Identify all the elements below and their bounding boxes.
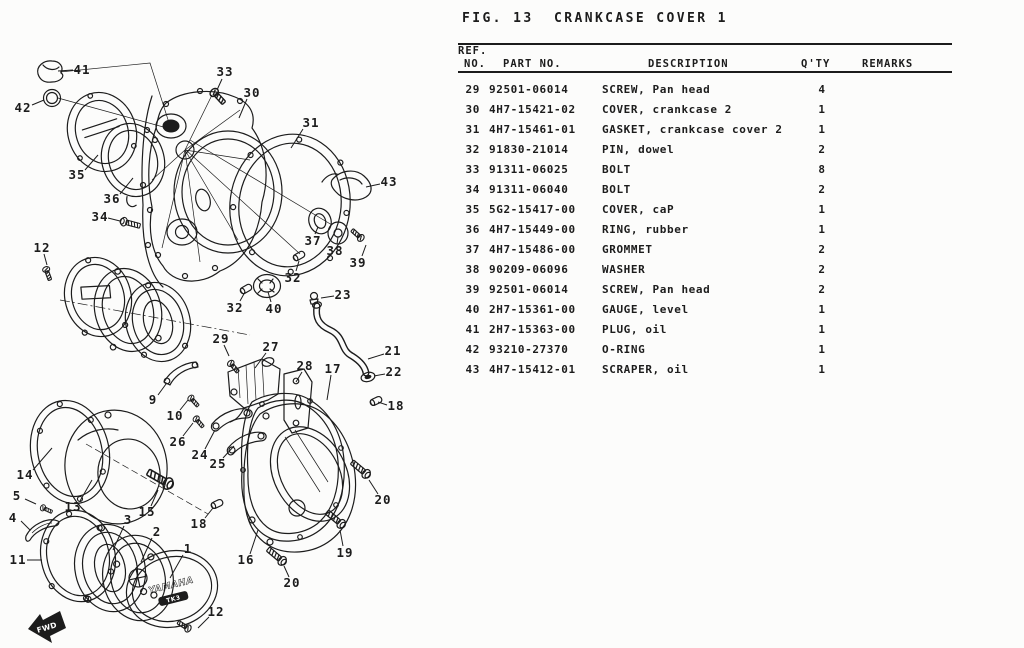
- callout-number: 13: [64, 499, 82, 514]
- dowel-pin-32: [292, 250, 306, 262]
- cell-part-no: 4H7-15449-00: [489, 223, 576, 236]
- gasket-31: [221, 126, 360, 283]
- callout-number: 32: [284, 270, 302, 285]
- cell-description: SCREW, Pan head: [602, 283, 711, 296]
- table-row: [456, 300, 1024, 320]
- cell-part-no: 91311-06040: [489, 183, 569, 196]
- cell-part-no: 91830-21014: [489, 143, 569, 156]
- callout-5: [13, 488, 36, 504]
- cell-description: O-RING: [602, 343, 646, 356]
- cell-remarks: [855, 340, 1024, 360]
- callout-number: 14: [16, 467, 34, 482]
- cell-description: SCRAPER, oil: [602, 363, 689, 376]
- cell-ref: 41: [465, 323, 480, 336]
- cell-part-no: 2H7-15361-00: [489, 303, 576, 316]
- column-header-qty: Q'TY: [801, 58, 831, 70]
- table-row: [456, 160, 1024, 180]
- callout-22: [374, 364, 403, 379]
- callout-20: [283, 566, 300, 590]
- cell-part-no: 92501-06014: [489, 83, 569, 96]
- callout-39: [349, 245, 366, 270]
- table-row: [456, 220, 1024, 240]
- callout-number: 18: [387, 398, 405, 413]
- callout-42: [14, 100, 44, 115]
- table-rule-header: [458, 71, 952, 73]
- cover-7: [85, 260, 171, 359]
- bolt-33: [208, 87, 227, 106]
- cell-remarks: [855, 160, 1024, 180]
- callout-leader-line: [32, 100, 44, 105]
- cell-qty: 1: [818, 223, 826, 236]
- callout-number: 35: [68, 167, 86, 182]
- cell-qty: 2: [818, 143, 826, 156]
- cell-remarks: [855, 140, 1024, 160]
- cell-part-no: 4H7-15412-01: [489, 363, 576, 376]
- table-row: [456, 140, 1024, 160]
- cell-description: WASHER: [602, 263, 646, 276]
- callout-leader-line: [250, 530, 258, 554]
- cell-description: SCREW, Pan head: [602, 83, 711, 96]
- column-header-part: PART NO.: [503, 58, 562, 70]
- cell-qty: 1: [818, 363, 826, 376]
- cell-description: BOLT: [602, 183, 631, 196]
- cell-ref: 33: [465, 163, 480, 176]
- table-row: [456, 340, 1024, 360]
- callout-number: 15: [138, 504, 156, 519]
- cover-2: [95, 529, 181, 628]
- callout-number: 30: [243, 85, 261, 100]
- column-header-desc: DESCRIPTION: [648, 58, 729, 70]
- cell-description: BOLT: [602, 163, 631, 176]
- callout-17: [324, 361, 341, 400]
- callout-34: [91, 209, 120, 224]
- cell-description: RING, rubber: [602, 223, 689, 236]
- callout-number: 17: [324, 361, 342, 376]
- column-header-no: NO.: [464, 58, 486, 70]
- callout-number: 20: [374, 492, 392, 507]
- callout-number: 21: [384, 343, 402, 358]
- callout-number: 32: [226, 300, 244, 315]
- exploded-diagram: [0, 0, 458, 648]
- callout-leader-line: [25, 499, 36, 504]
- callout-32: [284, 261, 301, 285]
- callout-27: [255, 339, 280, 368]
- callout-19: [336, 530, 353, 560]
- cell-qty: 2: [818, 283, 826, 296]
- bolt-34: [119, 217, 141, 231]
- yamaha-logo: YAMAHA: [147, 575, 195, 597]
- dowel-pin-18b: [210, 499, 224, 510]
- column-header-remarks: REMARKS: [862, 58, 914, 70]
- table-row: [456, 100, 1024, 120]
- cell-remarks: [855, 180, 1024, 200]
- cell-part-no: 2H7-15363-00: [489, 323, 576, 336]
- cell-description: GROMMET: [602, 243, 653, 256]
- callout-leader-line: [368, 354, 384, 359]
- cell-ref: 32: [465, 143, 480, 156]
- cell-remarks: [855, 300, 1024, 320]
- callout-leader-line: [44, 254, 47, 265]
- table-row: [456, 120, 1024, 140]
- cell-ref: 29: [465, 83, 480, 96]
- cell-part-no: 4H7-15421-02: [489, 103, 576, 116]
- callout-35: [68, 155, 98, 182]
- gasket-11: [32, 503, 124, 608]
- callout-number: 39: [349, 255, 367, 270]
- callout-leader-line: [21, 521, 30, 530]
- callout-number: 4: [8, 510, 18, 525]
- callout-11: [9, 552, 42, 567]
- cell-ref: 36: [465, 223, 480, 236]
- table-rule-top: [458, 43, 952, 45]
- callout-36: [103, 178, 133, 206]
- cell-remarks: [855, 220, 1024, 240]
- cell-part-no: 91311-06025: [489, 163, 569, 176]
- callout-leader-line: [224, 345, 229, 356]
- callout-18: [190, 508, 213, 531]
- callout-number: 23: [334, 287, 352, 302]
- cell-ref: 43: [465, 363, 480, 376]
- cover-3: [67, 518, 154, 619]
- cell-remarks: [855, 80, 1024, 100]
- callout-leader-line: [170, 555, 183, 578]
- centerline: [60, 300, 250, 335]
- callout-leader-line: [33, 448, 52, 470]
- callout-4: [9, 510, 30, 530]
- callout-leader-line: [321, 296, 334, 298]
- table-row: [456, 280, 1024, 300]
- callout-number: 43: [380, 174, 398, 189]
- cell-qty: 1: [818, 103, 826, 116]
- bolt-20: [349, 458, 373, 480]
- callout-number: 5: [12, 488, 22, 503]
- arm-24: [211, 409, 252, 431]
- callout-29: [212, 331, 229, 356]
- callout-number: 28: [296, 358, 314, 373]
- callout-number: 2: [152, 524, 162, 539]
- callout-number: 31: [302, 115, 320, 130]
- cell-part-no: 5G2-15417-00: [489, 203, 576, 216]
- callout-number: 38: [326, 243, 344, 258]
- callout-number: 10: [166, 408, 184, 423]
- callout-number: 37: [304, 233, 322, 248]
- callout-leader-line: [120, 178, 133, 194]
- callout-1: [170, 541, 192, 578]
- cell-description: COVER, caP: [602, 203, 675, 216]
- callout-leader-line: [158, 384, 166, 395]
- crankcase-cover-16: [244, 404, 365, 552]
- cell-qty: 4: [818, 83, 826, 96]
- cell-part-no: 92501-06014: [489, 283, 569, 296]
- cell-description: PLUG, oil: [602, 323, 668, 336]
- cell-part-no: 93210-27370: [489, 343, 569, 356]
- callout-number: 33: [216, 64, 234, 79]
- cell-qty: 1: [818, 343, 826, 356]
- cell-ref: 42: [465, 343, 480, 356]
- table-row: [456, 240, 1024, 260]
- callout-23: [321, 287, 352, 302]
- callout-20: [369, 480, 392, 507]
- callout-number: 12: [207, 604, 225, 619]
- level-gauge-40: [254, 275, 281, 298]
- callout-leader-line: [327, 375, 331, 400]
- screw-26: [192, 415, 206, 429]
- cell-ref: 37: [465, 243, 480, 256]
- table-row: [456, 320, 1024, 340]
- cell-remarks: [855, 320, 1024, 340]
- callout-number: 18: [190, 516, 208, 531]
- callout-number: 25: [209, 456, 227, 471]
- cell-ref: 34: [465, 183, 480, 196]
- cell-qty: 1: [818, 123, 826, 136]
- callout-leader-line: [366, 184, 380, 187]
- callout-number: 40: [265, 301, 283, 316]
- cell-qty: 2: [818, 263, 826, 276]
- screw-39: [349, 227, 365, 243]
- callout-number: 9: [148, 392, 158, 407]
- cell-remarks: [855, 360, 1024, 380]
- cover-badge: TK3: [165, 594, 182, 605]
- callout-16: [237, 530, 258, 567]
- callout-33: [216, 64, 233, 90]
- callout-25: [209, 446, 234, 471]
- column-header-ref: REF.: [458, 45, 488, 57]
- dowel-pin-18: [369, 396, 383, 407]
- cell-qty: 1: [818, 303, 826, 316]
- figure-title: FIG. 13 CRANKCASE COVER 1: [462, 11, 728, 26]
- callout-leader-line: [340, 530, 343, 546]
- gasket-17: [241, 393, 345, 541]
- callout-number: 12: [33, 240, 51, 255]
- parts-table: [456, 0, 1024, 648]
- cell-qty: 2: [818, 243, 826, 256]
- cell-ref: 38: [465, 263, 480, 276]
- callout-number: 29: [212, 331, 230, 346]
- callout-number: 36: [103, 191, 121, 206]
- table-row: [456, 200, 1024, 220]
- cell-qty: 8: [818, 163, 826, 176]
- cell-qty: 1: [818, 203, 826, 216]
- callout-leader-line: [108, 218, 120, 221]
- cell-part-no: 4H7-15486-00: [489, 243, 576, 256]
- oil-plug-41: [38, 61, 63, 82]
- cell-ref: 30: [465, 103, 480, 116]
- callout-number: 20: [283, 575, 301, 590]
- callout-number: 16: [237, 552, 255, 567]
- callout-32: [226, 292, 245, 315]
- cell-qty: 2: [818, 183, 826, 196]
- callout-number: 41: [73, 62, 91, 77]
- callout-number: 1: [183, 541, 193, 556]
- cell-ref: 40: [465, 303, 480, 316]
- callout-number: 11: [9, 552, 27, 567]
- o-ring-42: [44, 90, 61, 107]
- callout-leader-line: [374, 374, 385, 376]
- fwd-arrow: [28, 611, 66, 643]
- cell-qty: 1: [818, 323, 826, 336]
- callout-12: [33, 240, 50, 265]
- cell-remarks: [855, 100, 1024, 120]
- callout-number: 34: [91, 209, 109, 224]
- gasket-8: [117, 275, 200, 369]
- callout-number: 42: [14, 100, 32, 115]
- crankcase-cover-30: [148, 89, 283, 282]
- screw-12: [42, 266, 54, 282]
- callout-10: [166, 400, 188, 423]
- table-row: [456, 180, 1024, 200]
- cell-ref: 35: [465, 203, 480, 216]
- callout-number: 19: [336, 545, 354, 560]
- cell-part-no: 4H7-15461-01: [489, 123, 576, 136]
- cell-remarks: [855, 260, 1024, 280]
- cell-remarks: [855, 200, 1024, 220]
- table-row: [456, 80, 1024, 100]
- dowel-pin-32b: [239, 283, 253, 295]
- callout-number: 26: [169, 434, 187, 449]
- cell-remarks: [855, 120, 1024, 140]
- cell-description: GASKET, crankcase cover 2: [602, 123, 783, 136]
- callout-28: [296, 358, 314, 382]
- cell-ref: 31: [465, 123, 480, 136]
- callout-number: 24: [191, 447, 209, 462]
- callout-number: 22: [385, 364, 403, 379]
- cell-remarks: [855, 280, 1024, 300]
- cell-remarks: [855, 240, 1024, 260]
- cell-description: COVER, crankcase 2: [602, 103, 733, 116]
- screw-10: [187, 394, 201, 408]
- table-body: [456, 80, 1024, 380]
- callout-26: [169, 423, 193, 449]
- fwd-label: FWD: [35, 620, 58, 635]
- callout-number: 27: [262, 339, 280, 354]
- cell-part-no: 90209-06096: [489, 263, 569, 276]
- cell-description: GAUGE, level: [602, 303, 689, 316]
- table-row: [456, 260, 1024, 280]
- stay-9: [164, 362, 198, 385]
- callout-number: 3: [123, 512, 133, 527]
- callout-21: [368, 343, 402, 359]
- callout-14: [16, 448, 52, 482]
- callout-leader-line: [217, 79, 222, 90]
- table-row: [456, 360, 1024, 380]
- screw-5: [39, 504, 53, 515]
- callout-9: [149, 384, 166, 407]
- cell-ref: 39: [465, 283, 480, 296]
- cell-description: PIN, dowel: [602, 143, 675, 156]
